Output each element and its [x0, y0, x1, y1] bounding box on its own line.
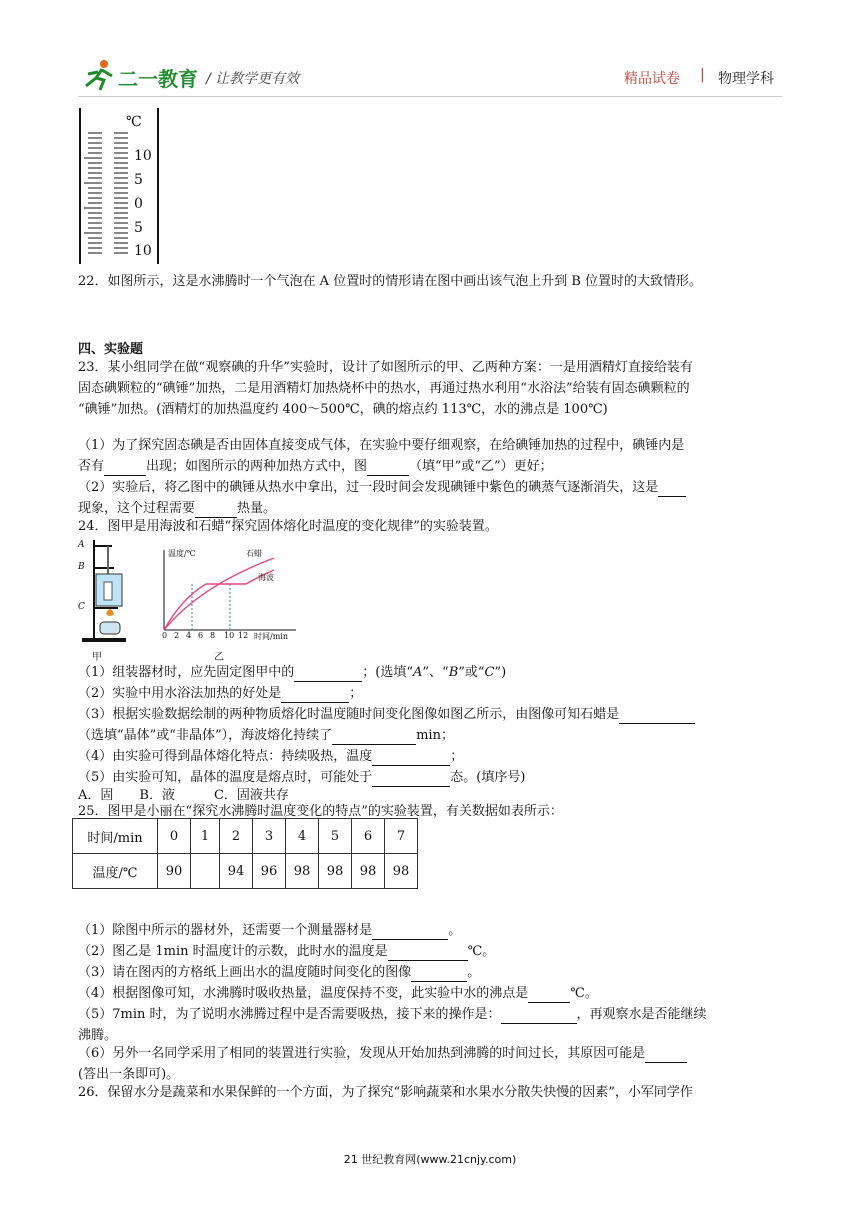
graph-tick-10: 10 — [224, 631, 235, 640]
q25-part5-text: （5）7min 时，为了说明水沸腾过程中是否需要吸热，接下来的操作是： — [78, 1007, 501, 1022]
q24-part1-text-c: ”、“ — [422, 665, 449, 680]
q23-part1-line2 — [78, 458, 553, 476]
graph-ylabel: 温度/℃ — [168, 549, 196, 558]
table-cell: 0 — [158, 819, 191, 854]
q23-line-1: 23．某小组同学在做“观察碘的升华”实验时，设计了如图所示的甲、乙两种方案：一是用酒精灯直接给装有 — [78, 360, 693, 375]
thermometer-label-2: 5 — [134, 172, 143, 188]
q25-blank-4[interactable] — [528, 988, 570, 1003]
q24-options: A．固 B．液 C．固液共存 — [78, 788, 289, 803]
q23-part2-line2 — [78, 500, 276, 518]
q25-part3-text: （3）请在图丙的方格纸上画出水的温度随时间变化的图像 — [78, 965, 412, 980]
q25-part5-text-b: ，再观察水是否能继续 — [576, 1007, 707, 1022]
q25-part4 — [78, 985, 598, 1003]
graph-series-paraffin: 石蜡 — [246, 549, 262, 558]
q25-part1-text-b: 。 — [448, 923, 462, 938]
table-cell: 98 — [286, 854, 319, 889]
q24-part1 — [78, 664, 506, 682]
q23-part1-line1: （1）为了探究固态碘是否由固体直接变成气体，在实验中要仔细观察，在给碘锤加热的过程中，碘锤内是 — [78, 438, 685, 453]
q23-blank-3[interactable] — [658, 482, 686, 497]
thermometer-scale-icon — [78, 108, 168, 266]
q25-part4-text-b: ℃。 — [570, 986, 598, 1001]
q24-part3-text: （3）根据实验数据绘制的两种物质熔化时温度随时间变化图像如图乙所示，由图像可知石蜡是 — [78, 707, 620, 722]
data-table — [72, 818, 418, 889]
table-cell: 1 — [191, 819, 220, 854]
q25-part3 — [78, 964, 480, 982]
page-footer: 21 世纪教育网(www.21cnjy.com) — [343, 1153, 517, 1166]
melting-graph — [150, 546, 300, 663]
thermometer-label-1: 10 — [134, 148, 152, 164]
q24-part2 — [78, 685, 362, 703]
thermometer-unit: ℃ — [126, 114, 142, 130]
q25-part1 — [78, 922, 461, 940]
q24-part1-text-b: ；(选填“ — [362, 665, 413, 680]
graph-xlabel: 时间/min — [254, 632, 288, 641]
divider: | — [700, 67, 705, 83]
q24-part5 — [78, 769, 525, 787]
paper-tag: 精品试卷 — [624, 71, 680, 87]
table-cell: 98 — [319, 854, 352, 889]
slogan: / 让教学更有效 — [206, 71, 300, 87]
q24-part3-line1 — [78, 706, 695, 724]
q25-part6-line1 — [78, 1045, 687, 1063]
section-title: 四、实验题 — [78, 342, 144, 357]
q24-part4 — [78, 748, 463, 766]
q24-blank-3[interactable] — [619, 709, 695, 724]
table-cell: 6 — [352, 819, 385, 854]
table-row — [73, 819, 418, 854]
graph-tick-12: 12 — [238, 631, 249, 640]
table-cell: 温度/℃ — [73, 854, 158, 889]
melting-curve-chart — [150, 546, 300, 642]
q25-blank-1[interactable] — [372, 925, 448, 940]
q25-part5-line1 — [78, 1006, 707, 1024]
table-cell: 4 — [286, 819, 319, 854]
apparatus-figure — [78, 538, 138, 663]
q25-blank-5[interactable] — [501, 1009, 577, 1024]
thermometer-label-4: 5 — [134, 220, 143, 236]
q25-part2 — [78, 943, 495, 961]
header — [78, 58, 782, 94]
q24-part3-text-b: （选填“晶体”或“非晶体”），海波熔化持续了 — [78, 728, 333, 743]
figure-b-caption: 乙 — [214, 652, 224, 663]
figure-a-caption: 甲 — [92, 652, 102, 663]
header-rule — [78, 96, 782, 97]
q24-blank-5[interactable] — [372, 751, 450, 766]
q23-part2-line1 — [78, 479, 686, 497]
table-cell: 3 — [253, 819, 286, 854]
q25-blank-2[interactable] — [388, 946, 468, 961]
subject-label: 物理学科 — [718, 71, 774, 87]
q25-part6-line2: (答出一条即可)。 — [78, 1067, 180, 1082]
table-cell: 7 — [385, 819, 418, 854]
apparatus-label-c: C — [78, 602, 85, 612]
q25-part3-text-b: 。 — [467, 965, 481, 980]
q24-choice-a: A — [413, 665, 423, 680]
table-cell: 94 — [220, 854, 253, 889]
q24-part3-line2 — [78, 727, 454, 745]
q23-part1-text-b: 出现；如图所示的两种加热方式中，图 — [146, 459, 368, 474]
thermometer-label-3: 0 — [134, 196, 143, 212]
q25-part1-text: （1）除图中所示的器材外，还需要一个测量器材是 — [78, 923, 373, 938]
logo-text: 二一教育 — [118, 67, 198, 91]
table-cell: 96 — [253, 854, 286, 889]
q24-title: 24．图甲是用海波和石蜡“探究固体熔化时温度的变化规律”的实验装置。 — [78, 519, 498, 534]
q23-blank-1[interactable] — [104, 461, 146, 476]
graph-series-hypo: 海波 — [258, 573, 274, 582]
q24-blank-2[interactable] — [281, 688, 349, 703]
question-26: 26．保留水分是蔬菜和水果保鲜的一个方面，为了探究“影响蔬菜和水果水分散失快慢的因素”，小军同学作 — [78, 1085, 693, 1100]
q23-part1-text-a: 否有 — [78, 459, 105, 474]
q24-choice-c: C — [484, 665, 495, 680]
q24-blank-6[interactable] — [372, 772, 450, 787]
q24-part3-text-c: min； — [416, 728, 454, 743]
q23-blank-2[interactable] — [367, 461, 409, 476]
q24-part4-text-b: ； — [450, 749, 464, 764]
q23-part2-text-c: 热量。 — [237, 501, 277, 516]
question-22: 22．如图所示，这是水沸腾时一个气泡在 A 位置时的情形请在图中画出该气泡上升到 B 位置时的大致情形。 — [78, 274, 703, 289]
q25-part2-text: （2）图乙是 1min 时温度计的示数，此时水的温度是 — [78, 944, 388, 959]
q25-title: 25．图甲是小丽在“探究水沸腾时温度变化的特点”的实验装置，有关数据如表所示： — [78, 804, 563, 819]
graph-tick-2: 2 — [174, 631, 180, 640]
q23-blank-4[interactable] — [195, 503, 237, 518]
table-cell: 98 — [352, 854, 385, 889]
q24-choice-b: B — [448, 665, 459, 680]
q23-line-2: 固态碘颗粒的“碘锤”加热，二是用酒精灯加热烧杯中的热水，再通过热水利用“水浴法”给装有固态碘颗粒的 — [78, 381, 690, 396]
q23-line-3: “碘锤”加热。(酒精灯的加热温度约 400～500℃，碘的熔点约 113℃，水的沸点是 100℃) — [78, 402, 608, 417]
q24-part1-text-d: ”或“ — [458, 665, 485, 680]
q25-blank-6[interactable] — [645, 1048, 687, 1063]
q25-part4-text: （4）根据图像可知，水沸腾时吸收热量，温度保持不变，此实验中水的沸点是 — [78, 986, 529, 1001]
graph-tick-6: 6 — [198, 631, 204, 640]
water-bath-apparatus-icon — [78, 538, 138, 644]
runner-logo-icon — [82, 58, 118, 92]
q24-blank-1[interactable] — [294, 667, 362, 682]
table-cell: 98 — [385, 854, 418, 889]
graph-tick-4: 4 — [186, 631, 192, 640]
table-cell: 90 — [158, 854, 191, 889]
table-cell — [191, 854, 220, 889]
q24-part5-text: （5）由实验可知，晶体的温度是熔点时，可能处于 — [78, 770, 373, 785]
q23-part2-text-b: 现象，这个过程需要 — [78, 501, 196, 516]
thermometer-figure — [78, 108, 168, 266]
thermometer-label-5: 10 — [134, 243, 152, 259]
apparatus-label-b: B — [78, 562, 85, 572]
q23-part2-text: （2）实验后，将乙图中的碘锤从热水中拿出，过一段时间会发现碘锤中紫色的碘蒸气逐渐消失，这是 — [78, 480, 659, 495]
table-cell: 2 — [220, 819, 253, 854]
table-row — [73, 854, 418, 889]
q24-part2-text-b: ； — [349, 686, 363, 701]
q25-part5-line2: 沸腾。 — [78, 1028, 118, 1043]
graph-tick-0: 0 — [162, 631, 168, 640]
q24-part4-text: （4）由实验可得到晶体熔化特点：持续吸热，温度 — [78, 749, 373, 764]
q25-blank-3[interactable] — [411, 967, 467, 982]
q24-part1-text-e: ”) — [494, 665, 507, 680]
q24-part1-text: （1）组装器材时，应先固定图甲中的 — [78, 665, 295, 680]
graph-tick-8: 8 — [210, 631, 216, 640]
q24-part5-text-b: 态。(填序号) — [450, 770, 526, 785]
apparatus-label-a: A — [78, 540, 85, 550]
q25-part6-text: （6）另外一名同学采用了相同的装置进行实验，发现从开始加热到沸腾的时间过长，其原因可能是 — [78, 1046, 646, 1061]
q25-part2-text-b: ℃。 — [467, 944, 496, 959]
table-cell: 5 — [319, 819, 352, 854]
q24-part2-text: （2）实验中用水浴法加热的好处是 — [78, 686, 282, 701]
table-cell: 时间/min — [73, 819, 158, 854]
q24-blank-4[interactable] — [332, 730, 416, 745]
q23-part1-text-c: （填“甲”或“乙”）更好； — [409, 459, 553, 474]
